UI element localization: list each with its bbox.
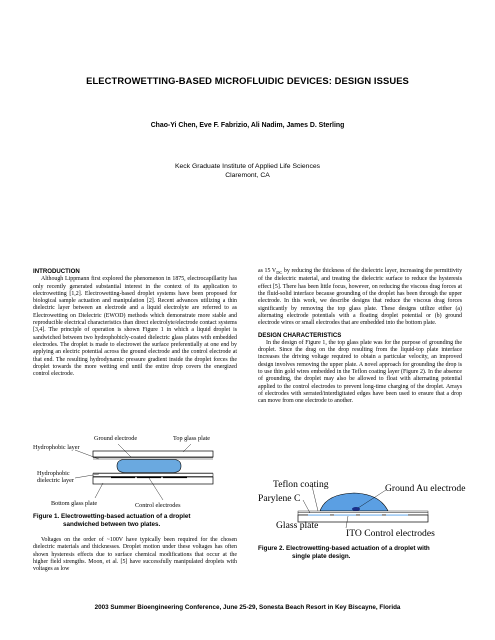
ito-control-electrode-2 — [334, 514, 356, 516]
label-glass-plate: Glass plate — [276, 520, 319, 531]
right-intro-text: by reducing the thickness of the dielectric layer, increasing the permittivity of the dielectric material, and treating the dielectric surface to reduce the hysteresis effect [5]. There has been little focus, however, on reducing the viscous drag forces at the fluid-solid interface because grounding of the droplet has been through the upper electrode. In this work, we describe designs that reduce the viscous drag forces significantly by removing the top glass plate. These designs utilize either (a) alternating electrode potentials with a floating droplet potential or (b) ground electrode wires or small electrodes that are embedded into the bottom plate. — [258, 268, 463, 327]
left-column — [33, 268, 237, 378]
label-teflon-coating: Teflon coating — [273, 479, 329, 490]
label-ground-electrode: Ground electrode — [94, 435, 138, 442]
teflon-coating-layer — [298, 511, 428, 513]
figure-1-caption-line2: sandwiched between two plates. — [63, 521, 161, 528]
design-characteristics-heading: DESIGN CHARACTERISTICS — [258, 331, 342, 339]
voltage-subscript: DC — [276, 270, 283, 276]
figure-2-caption-line1: Figure 2. Electrowetting-based actuation of a droplet with — [258, 545, 430, 552]
label-ito-control-electrodes: ITO Control electrodes — [346, 528, 435, 539]
left-column-continued — [33, 537, 237, 573]
paper-title: ELECTROWETTING-BASED MICROFLUIDIC DEVICES: DESIGN ISSUES — [86, 75, 409, 86]
figure-1 — [33, 436, 237, 512]
author-list: Chao-Yi Chen, Eve F. Fabrizio, Ali Nadim, James D. Sterling — [150, 122, 345, 129]
affiliation-location: Claremont, CA — [225, 172, 270, 179]
label-hydrophobic-layer: Hydrophobic layer — [33, 444, 80, 451]
voltage-value-text: as 15 V — [258, 268, 277, 274]
voltage-paragraph: Voltages on the order of ~100V have typically been required for the chosen dielectric materials and thicknesses. Droplet motion under these voltages has often shown hysteresis effects due to surface chemical modifications that occur at the higher field strengths. Moon, et al. [5] have successfully manipulated droplets with voltages as low — [33, 537, 237, 573]
right-intro-paragraph — [258, 268, 462, 328]
figure-2-caption — [258, 545, 468, 561]
introduction-paragraph: Although Lippmann first explored the phenomenon in 1875, electrocapillarity has only recently generated substantial interest in the context of its application to electrowetting [1,2]. Electrowetting-based droplet systems have been proposed for biological sample actuation and manipulation [2]. Recent advances utilizing a thin dielectric layer between an electrode and a liquid electrolyte are referred to as Electrowetting on Dielectric (EWOD) methods which demonstrate more stable and reproducible electrical characteristics than direct electrolyte/electrode contact systems [3,4]. The principle of operation is shown Figure 1 in which a liquid droplet is sandwiched between two hydrophobicly-coated dielectric glass plates with embedded electrodes. The droplet is made to electrowet the surface preferentially at one end by applying an electric potential across the ground electrode and the control electrode at that end. The resulting hydrodynamic pressure gradient inside the droplet forces the droplet towards the more wetting end until the entire drop covers the energized control electrode. — [33, 276, 237, 378]
label-bottom-glass-plate: Bottom glass plate — [51, 500, 98, 507]
figure-2-caption-line2: single plate design. — [292, 553, 351, 560]
control-electrode-3 — [163, 477, 187, 479]
figure-2 — [258, 476, 478, 544]
label-ground-au-electrode: Ground Au electrode — [385, 483, 466, 494]
ito-control-electrode-1 — [308, 514, 330, 516]
design-paragraph: In the design of Figure 1, the top glass plate was for the purpose of grounding the droplet. Since the drag on the drop resulting from the liquid-top plate interface increases the driving voltage required to obtain a particular velocity, an improved design involves removing the upper plate. A novel approach for grounding the drop is to use thin gold wires embedded in the Teflon coating layer (Figure 2). In the absence of grounding, the droplet may also be allowed to float with alternating potential applied to the control electrodes to prevent long-time charging of the droplet. Arrays of electrodes with serrated/interdigitated edges have been used to ensure that a drop can move from one electrode to another. — [258, 339, 462, 405]
figure-1-caption-line1: Figure 1. Electrowetting-based actuation of a droplet — [33, 513, 191, 520]
control-electrode-2 — [137, 477, 161, 479]
introduction-heading: INTRODUCTION — [33, 268, 80, 275]
label-control-electrodes: Control electrodes — [135, 502, 181, 509]
affiliation-institute: Keck Graduate Institute of Applied Life Sciences — [174, 163, 321, 170]
ito-control-electrode-4 — [386, 514, 408, 516]
leader-bottom-glass — [95, 483, 103, 498]
conference-footer: 2003 Summer Bioengineering Conference, June 25-29, Sonesta Beach Resort in Key Biscayne, Florida — [94, 604, 401, 611]
top-glass-plate — [93, 451, 213, 457]
label-hydrophobic-dielectric-1: Hydrophobic — [37, 470, 70, 477]
dielectric-layer — [93, 474, 213, 477]
label-parylene-c: Parylene C — [258, 493, 301, 504]
figure-1-caption — [33, 513, 237, 529]
label-top-glass-plate: Top glass plate — [173, 435, 211, 442]
right-column — [258, 268, 462, 406]
ito-control-electrode-3 — [360, 514, 382, 516]
control-electrode-1 — [111, 477, 135, 479]
label-hydrophobic-dielectric-2: dielectric layer — [37, 477, 74, 484]
droplet — [117, 460, 181, 473]
